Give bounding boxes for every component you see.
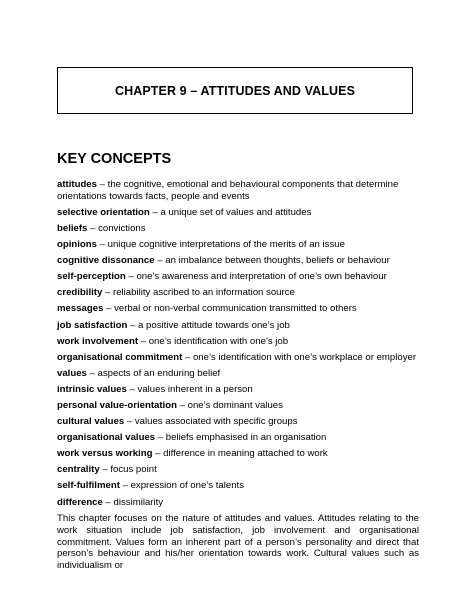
concept-definition: – focus point: [99, 464, 157, 476]
concept-item: [57, 448, 427, 460]
chapter-title-box: [57, 67, 413, 114]
concept-item: [57, 179, 427, 203]
concept-definition: – convictions: [87, 222, 146, 234]
concept-item: [57, 223, 427, 235]
concept-term: values: [57, 367, 87, 379]
concept-definition: – values inherent in a person: [126, 383, 253, 395]
concept-item: [57, 480, 427, 492]
concept-definition: – aspects of an enduring belief: [86, 367, 221, 379]
key-concepts-heading: KEY CONCEPTS: [57, 151, 172, 167]
intro-paragraph: This chapter focuses on the nature of attitudes and values. Attitudes relating to the work situation include job satisfaction, job involvement and organisational commitment. Values form an inherent part of a person’s personality and direct that person’s behaviour and his/her orientation towards work. Cultural values such as individualism or: [57, 513, 419, 572]
concept-term: personal value-orientation: [57, 400, 177, 412]
concept-term: cognitive dissonance: [57, 255, 155, 267]
concept-definition: – reliability ascribed to an information source: [102, 287, 295, 299]
concept-item: [57, 207, 427, 219]
concept-term: cultural values: [57, 416, 125, 428]
chapter-title: CHAPTER 9 – ATTITUDES AND VALUES: [114, 83, 356, 98]
concept-item: [57, 368, 427, 380]
concept-definition: – a positive attitude towards one’s job: [127, 319, 290, 331]
concept-term: self-fulfilment: [57, 480, 120, 492]
concept-term: credibility: [57, 287, 103, 299]
concept-term: opinions: [57, 239, 97, 251]
concept-item: [57, 271, 427, 283]
concept-item: [57, 320, 427, 332]
concept-definition: – one’s dominant values: [176, 400, 283, 412]
concept-definition: – a unique set of values and attitudes: [149, 206, 312, 218]
concept-item: [57, 255, 427, 267]
concept-term: organisational commitment: [57, 351, 183, 363]
concept-term: selective orientation: [57, 206, 150, 218]
concept-item: [57, 352, 427, 364]
concept-definition: – one’s identification with one’s workplace or employer: [182, 351, 417, 363]
concept-term: beliefs: [57, 222, 88, 234]
concept-definition: – values associated with specific groups: [124, 416, 298, 428]
concept-item: [57, 239, 427, 251]
concept-definition: – verbal or non-verbal communication transmitted to others: [103, 303, 357, 315]
concept-term: difference: [57, 496, 103, 508]
key-concepts-list: [57, 179, 427, 513]
concept-item: [57, 287, 427, 299]
concept-item: [57, 432, 427, 444]
concept-item: [57, 400, 427, 412]
concept-item: [57, 384, 427, 396]
concept-term: self-perception: [57, 271, 126, 283]
concept-term: centrality: [57, 464, 100, 476]
concept-definition: – difference in meaning attached to work: [152, 448, 328, 460]
concept-term: attitudes: [57, 179, 97, 190]
concept-term: work involvement: [57, 335, 139, 347]
concept-term: organisational values: [57, 432, 156, 444]
concept-definition: – one’s awareness and interpretation of one’s own behaviour: [125, 271, 387, 283]
concept-item: [57, 464, 427, 476]
concept-definition: – expression of one’s talents: [119, 480, 244, 492]
concept-definition: – an imbalance between thoughts, beliefs or behaviour: [154, 255, 390, 267]
concept-definition: – unique cognitive interpretations of the merits of an issue: [96, 239, 345, 251]
concept-item: [57, 303, 427, 315]
concept-item: [57, 416, 427, 428]
concept-term: job satisfaction: [57, 319, 128, 331]
concept-term: intrinsic values: [57, 383, 127, 395]
concept-definition: – dissimilarity: [102, 496, 164, 508]
concept-term: messages: [57, 303, 104, 315]
concept-definition: – the cognitive, emotional and behavioural components that determine orientations towards facts, people and events: [57, 179, 399, 202]
concept-item: [57, 497, 427, 509]
concept-item: [57, 336, 427, 348]
concept-term: work versus working: [57, 448, 153, 460]
concept-definition: – one’s identification with one’s job: [138, 335, 289, 347]
concept-definition: – beliefs emphasised in an organisation: [155, 432, 327, 444]
